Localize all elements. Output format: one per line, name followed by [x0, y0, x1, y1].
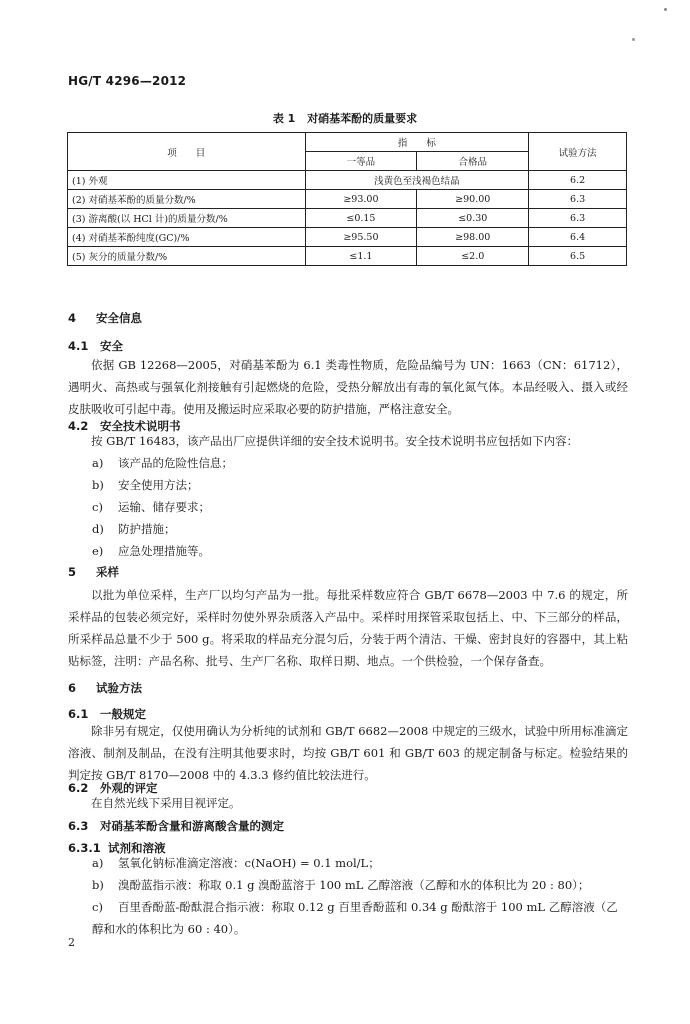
list-item [92, 518, 176, 540]
row-merged-value: 浅黄色至浅褐色结晶 [305, 171, 529, 190]
section-title: 安全技术说明书 [100, 419, 181, 433]
list-marker: b) [92, 478, 104, 492]
col-method-header: 试验方法 [529, 133, 627, 171]
table-row [68, 171, 627, 190]
section-title: 一般规定 [100, 707, 146, 721]
section-6-2-text: 在自然光线下采用目视评定。 [91, 796, 241, 810]
section-number: 6.2 [68, 781, 89, 795]
row-method: 6.2 [529, 171, 627, 190]
row-qualified: ≥98.00 [417, 228, 529, 247]
row-first-grade: ≥95.50 [305, 228, 417, 247]
list-text: 百里香酚蓝-酚酞混合指示液：称取 0.12 g 百里香酚蓝和 0.34 g 酚酞溶于 100 mL 乙醇溶液（乙醇和水的体积比为 60 : 40）。 [92, 900, 618, 936]
standard-code-header: HG/T 4296—2012 [68, 74, 187, 88]
list-item [92, 496, 210, 518]
list-text: 该产品的危险性信息； [118, 456, 233, 470]
section-title: 试剂和溶液 [108, 841, 166, 855]
section-number: 4.2 [68, 419, 89, 433]
section-5-text: 以批为单位采样，生产厂以均匀产品为一批。每批采样数应符合 GB/T 6678—2003 中 7.6 的规定，所采样品的包装必须完好，采样时勿使外界杂质落入产品中。采样时用探管采取包括上、中、下三部分的样品，所采样品总量不少于 500 g。将采取的样品充分混匀后，分装于两个清洁、干燥、密封良好的容器中，其上粘贴标签，注明：产品名称、批号、生产厂名称、取样日期、地点。一个供检验，一个保存备查。 [68, 588, 628, 668]
section-number: 6 [68, 681, 77, 695]
row-method: 6.3 [529, 209, 627, 228]
row-item: (3) 游离酸(以 HCl 计)的质量分数/% [68, 209, 306, 228]
row-method: 6.3 [529, 190, 627, 209]
section-number: 6.3.1 [68, 841, 101, 855]
section-number: 6.3 [68, 819, 89, 833]
table-caption [0, 110, 690, 126]
section-title: 对硝基苯酚含量和游离酸含量的测定 [100, 819, 284, 833]
list-marker: a) [92, 456, 104, 470]
section-5-heading [68, 564, 119, 580]
row-method: 6.5 [529, 247, 627, 266]
table-row [68, 209, 627, 228]
list-text: 氢氧化钠标准滴定溶液：c(NaOH) = 0.1 mol/L； [118, 856, 380, 870]
section-4-1-text: 依据 GB 12268—2005，对硝基苯酚为 6.1 类毒性物质，危险品编号为 UN：1663（CN：61712），遇明火、高热或与强氧化剂接触有引起燃烧的危险，受热分解放出有毒的氧化氮气体。本品经吸入、摄入或经皮肤吸收可引起中毒。使用及搬运时应采取必要的防护措施，严格注意安全。 [68, 358, 628, 416]
row-qualified: ≤0.30 [417, 209, 529, 228]
col-index-header: 指 标 [305, 133, 529, 152]
col-qualified-header: 合格品 [417, 152, 529, 171]
section-title: 采样 [96, 565, 119, 579]
table-title: 对硝基苯酚的质量要求 [307, 112, 418, 125]
list-marker: a) [92, 856, 104, 870]
col-item-header: 项 目 [68, 133, 306, 171]
list-marker: b) [92, 878, 104, 892]
page-number: 2 [68, 936, 75, 949]
list-text: 运输、储存要求； [118, 500, 210, 514]
section-6-3-heading [68, 818, 284, 834]
row-item: (4) 对硝基苯酚纯度(GC)/% [68, 228, 306, 247]
section-4-1-heading [68, 338, 123, 354]
row-item: (2) 对硝基苯酚的质量分数/% [68, 190, 306, 209]
table-header-row [68, 133, 627, 152]
scan-speck [632, 38, 635, 41]
list-item [92, 540, 210, 562]
section-title: 安全 [100, 339, 123, 353]
list-marker: c) [92, 900, 103, 914]
table-row [68, 247, 627, 266]
table-number: 表 1 [272, 112, 296, 125]
section-number: 4.1 [68, 339, 89, 353]
row-first-grade: ≤0.15 [305, 209, 417, 228]
list-text: 应急处理措施等。 [118, 544, 210, 558]
section-number: 5 [68, 565, 77, 579]
row-item: (5) 灰分的质量分数/% [68, 247, 306, 266]
section-title: 外观的评定 [100, 781, 158, 795]
section-4-2-text: 按 GB/T 16483，该产品出厂应提供详细的安全技术说明书。安全技术说明书应包括如下内容： [91, 434, 579, 448]
section-title: 安全信息 [96, 311, 142, 325]
list-marker: c) [92, 500, 103, 514]
table-row [68, 190, 627, 209]
section-6-heading [68, 680, 142, 696]
section-number: 4 [68, 311, 77, 325]
row-item: (1) 外观 [68, 171, 306, 190]
row-qualified: ≥90.00 [417, 190, 529, 209]
list-marker: e) [92, 544, 104, 558]
list-text: 防护措施； [118, 522, 176, 536]
list-item [92, 852, 380, 874]
quality-requirements-table [67, 132, 627, 266]
section-6-1-text: 除非另有规定，仅使用确认为分析纯的试剂和 GB/T 6682—2008 中规定的三级水，试验中所用标准滴定溶液、制剂及制品，在没有注明其他要求时，均按 GB/T 601 和 GB/T 603 的规定制备与标定。检验结果的判定按 GB/T 8170—2008 中的 4.3.3 修约值比较法进行。 [68, 724, 628, 782]
row-first-grade: ≤1.1 [305, 247, 417, 266]
list-item [68, 896, 628, 940]
scan-speck [664, 8, 667, 11]
list-item [92, 474, 199, 496]
row-first-grade: ≥93.00 [305, 190, 417, 209]
row-method: 6.4 [529, 228, 627, 247]
list-marker: d) [92, 522, 104, 536]
section-4-heading [68, 310, 142, 326]
list-item [92, 452, 233, 474]
row-qualified: ≤2.0 [417, 247, 529, 266]
col-first-grade-header: 一等品 [305, 152, 417, 171]
section-number: 6.1 [68, 707, 89, 721]
list-text: 溴酚蓝指示液：称取 0.1 g 溴酚蓝溶于 100 mL 乙醇溶液（乙醇和水的体积比为 20 : 80）； [118, 878, 590, 892]
table-row [68, 228, 627, 247]
list-item [92, 874, 589, 896]
list-text: 安全使用方法； [118, 478, 199, 492]
section-title: 试验方法 [96, 681, 142, 695]
